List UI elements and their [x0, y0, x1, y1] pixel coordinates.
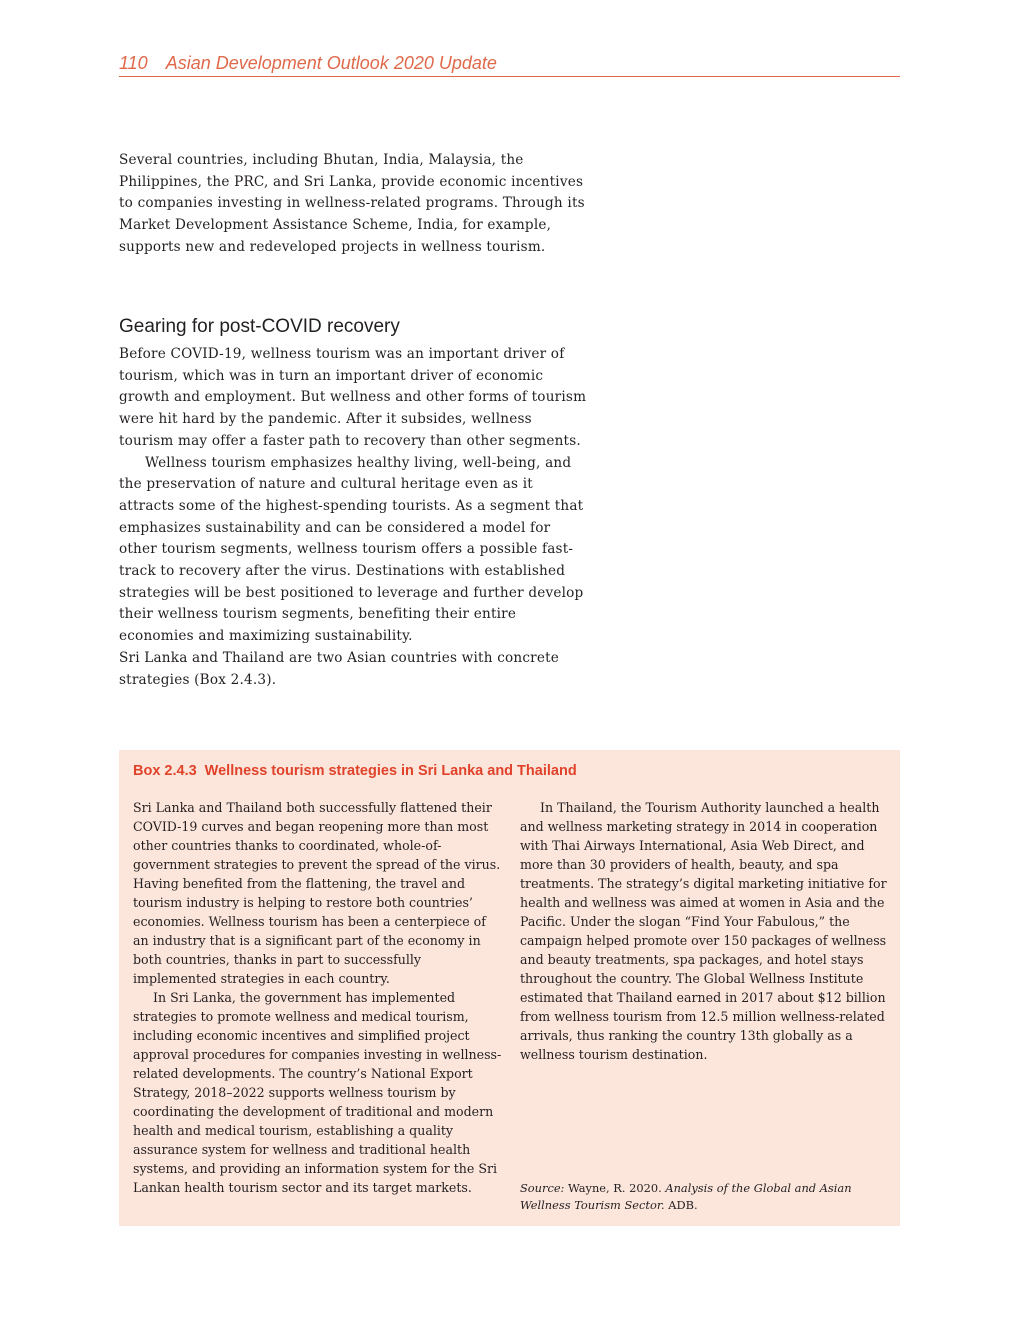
body-paragraph: Wellness tourism emphasizes healthy living, well-being, and the preservation of nature and cultural heritage even as it attracts some of the highest-spending tourists. As a segment that emphasizes sustainability and can be considered a model for other tourism segments, wellness tourism offers a possible fast-track to recovery after the virus. Destinations with established strategies will be best positioned to leverage and further develop their wellness tourism segments, benefiting their entire economies and maximizing sustainability.	[119, 454, 584, 645]
box-number: Box 2.4.3	[133, 763, 197, 779]
body-paragraph: Sri Lanka and Thailand are two Asian countries with concrete strategies (Box 2.4.3).	[119, 649, 560, 688]
intro-section	[119, 150, 589, 259]
box-title: Wellness tourism strategies in Sri Lanka and Thailand	[204, 763, 577, 779]
section-body	[119, 344, 589, 691]
box-right-column	[520, 798, 892, 1064]
page-number: 110	[119, 53, 148, 73]
source-publisher: ADB.	[668, 1198, 698, 1212]
section-heading: Gearing for post-COVID recovery	[119, 316, 400, 337]
running-header	[119, 50, 900, 77]
box-paragraph: In Thailand, the Tourism Authority launched a health and wellness marketing strategy in 2014 in cooperation with Thai Airways International, Asia Web Direct, and more than 30 providers of health, beauty, and spa treatments. The strategy’s digital marketing initiative for health and wellness was aimed at women in Asia and the Pacific. Under the slogan “Find Your Fabulous,” the campaign helped promote over 150 packages of wellness and beauty treatments, spa packages, and hotel stays throughout the country. The Global Wellness Institute estimated that Thailand earned in 2017 about $12 billion from wellness tourism from 12.5 million wellness-related arrivals, thus ranking the country 13th globally as a wellness tourism destination.	[520, 800, 887, 1062]
box-heading	[133, 760, 893, 782]
box-paragraph: In Sri Lanka, the government has implemented strategies to promote wellness and medical tourism, including economic incentives and simplified project approval procedures for companies investing in wellness-related developments. The country’s National Export Strategy, 2018–2022 supports wellness tourism by coordinating the development of traditional and modern health and medical tourism, establishing a quality assurance system for wellness and traditional health systems, and providing an information system for the Sri Lankan health tourism sector and its target markets.	[133, 990, 502, 1195]
intro-paragraph: Several countries, including Bhutan, India, Malaysia, the Philippines, the PRC, and Sri Lanka, provide economic incentives to companies investing in wellness-related programs. Through its Market Development Assistance Scheme, India, for example, supports new and redeveloped projects in wellness tourism.	[119, 152, 585, 255]
source-title: Analysis of the Global and Asian Wellness Tourism Sector.	[520, 1181, 852, 1212]
box-2-4-3	[119, 750, 900, 1226]
body-paragraph: Before COVID-19, wellness tourism was an important driver of tourism, which was in turn an important driver of economic growth and employment. But wellness and other forms of tourism were hit hard by the pandemic. After it subsides, wellness tourism may offer a faster path to recovery than other segments.	[119, 346, 587, 449]
box-source-note	[520, 1180, 892, 1214]
box-paragraph: Sri Lanka and Thailand both successfully flattened their COVID-19 curves and began reopening more than most other countries thanks to coordinated, whole-of-government strategies to prevent the spread of the virus. Having benefited from the flattening, the travel and tourism industry is helping to restore both countries’ economies. Wellness tourism has been a centerpiece of an industry that is a significant part of the economy in both countries, thanks in part to successfully implemented strategies in each country.	[133, 800, 501, 986]
publication-title: Asian Development Outlook 2020 Update	[165, 53, 497, 73]
box-left-column	[133, 798, 503, 1197]
source-author: Wayne, R. 2020.	[568, 1181, 662, 1195]
source-label: Source:	[520, 1181, 565, 1195]
